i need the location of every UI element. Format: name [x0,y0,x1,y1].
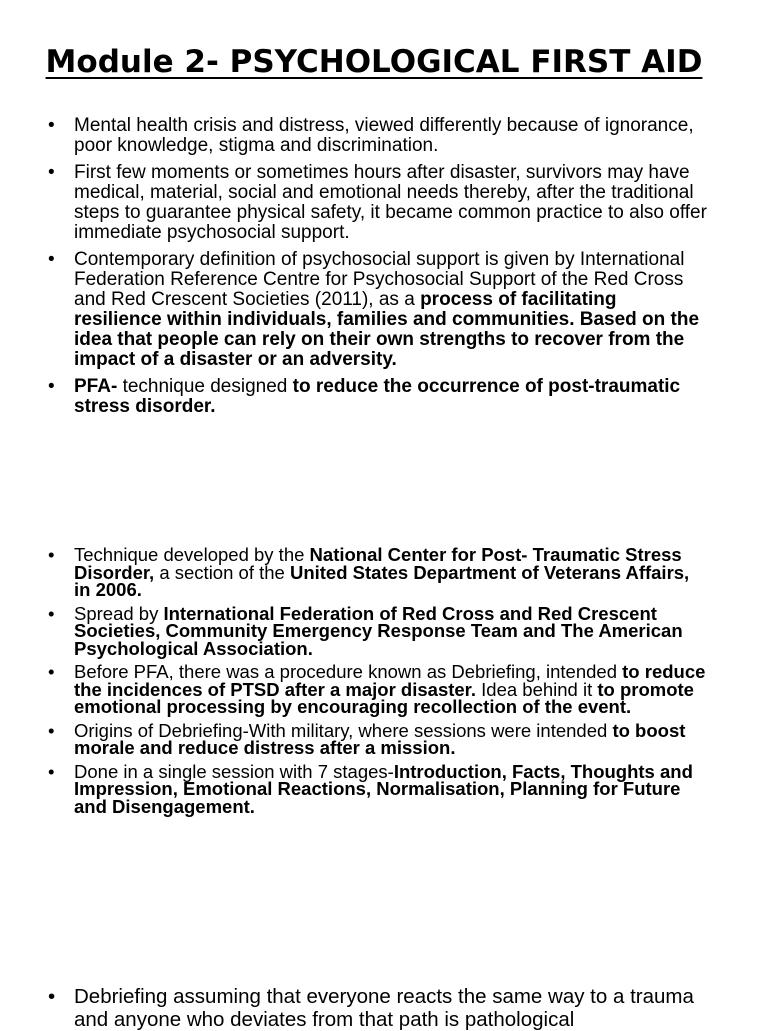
bullet-item [0,546,708,599]
body-text: Spread by [74,602,164,624]
body-text: Origins of Debriefing-With military, where sessions were intended [74,719,613,741]
bold-text: process of facilitating resilience within individuals, families and communities. Based on the idea that people can rely on their own strengths to recover from the impact of a disaster or an adversity. [74,289,700,370]
bold-text: to boost morale and reduce distress after a mission. [74,719,686,758]
bullet-dot-icon: • [48,760,55,782]
bullet-item [0,377,708,417]
body-text: Contemporary definition of psychosocial support is given by International Federation Reference Centre for Psychosocial Support of the Red Cross and Red Crescent Societies (2011), as a [74,249,685,310]
bullet-list-section-1 [0,116,708,424]
body-text: Technique developed by the [74,544,310,565]
bullet-dot-icon: • [48,602,55,624]
bullet-dot-icon: • [48,249,55,270]
body-text: Done in a single session with 7 stages- [74,760,394,782]
body-text: technique designed [122,376,293,397]
bullet-item [0,760,708,817]
bullet-dot-icon: • [48,376,55,397]
bullet-item [0,250,708,370]
bold-text: to reduce the incidences of PTSD after a major disaster. [74,661,706,700]
bullet-dot-icon: • [48,985,56,1008]
bullet-item [0,719,708,758]
bold-text: PFA- [74,376,123,397]
body-text: Before PFA, there was a procedure known as Debriefing, intended [74,661,623,682]
bullet-dot-icon: • [48,115,55,136]
bullet-dot-icon: • [48,544,55,565]
body-text: Idea behind it [476,678,598,700]
bullet-item [0,163,708,243]
bullet-item [0,985,708,1031]
body-text: Mental health crisis and distress, viewed differently because of ignorance, poor knowledge, stigma and discrimination. [74,115,694,156]
bullet-item [0,116,708,156]
bullet-item [0,602,708,659]
bullet-dot-icon: • [48,162,55,183]
bullet-item [0,663,708,716]
bold-text: to reduce the occurrence of post-traumatic stress disorder. [74,376,681,417]
bold-text: Introduction, Facts, Thoughts and Impression, Emotional Reactions, Normalisation, Planning for Future and Disengagement. [74,760,693,817]
bold-text: United States Department of Veterans Affairs, in 2006. [74,561,690,600]
bullet-list-section-2 [0,546,708,821]
body-text: a section of the [154,561,290,583]
bullet-dot-icon: • [48,719,55,741]
page-title: Module 2- PSYCHOLOGICAL FIRST AID [45,44,703,80]
bullet-list-section-3 [0,985,708,1031]
bold-text: International Federation of Red Cross and Red Crescent Societies, Community Emergency Response Team and The American Psychological Association. [74,602,683,659]
body-text: Debriefing assuming that everyone reacts the same way to a trauma and anyone who deviates from that path is pathological [74,985,694,1031]
bold-text: to promote emotional processing by encouraging recollection of the event. [74,678,694,717]
bullet-dot-icon: • [48,661,55,682]
body-text: First few moments or sometimes hours after disaster, survivors may have medical, material, social and emotional needs thereby, after the traditional steps to guarantee physical safety, it became common practice to also offer immediate psychosocial support. [74,162,707,243]
bold-text: National Center for Post- Traumatic Stress Disorder, [74,544,682,583]
